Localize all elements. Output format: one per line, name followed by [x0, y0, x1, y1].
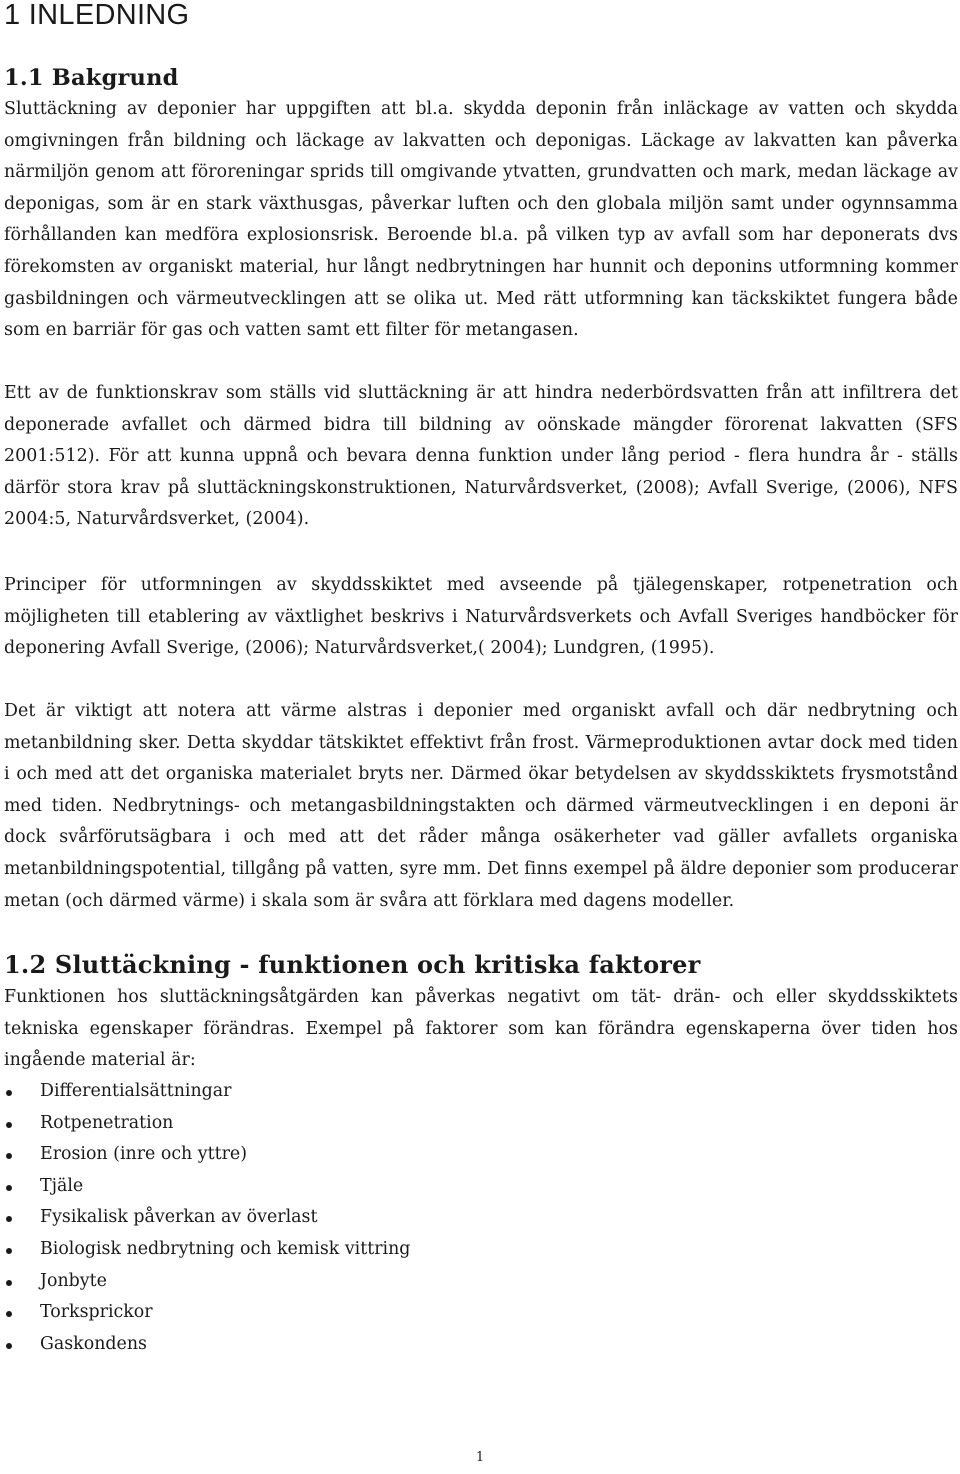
bullet-icon — [6, 1216, 12, 1222]
list-item: Differentialsättningar — [4, 1076, 958, 1108]
bullet-icon — [6, 1343, 12, 1349]
list-item: Fysikalisk påverkan av överlast — [4, 1202, 958, 1234]
bullet-icon — [6, 1090, 12, 1096]
chapter-heading: 1 INLEDNING — [4, 0, 190, 31]
section-sluttackning — [4, 947, 958, 983]
bullet-icon — [6, 1153, 12, 1159]
paragraph-3 — [4, 570, 958, 665]
paragraph-2 — [4, 378, 958, 536]
factor-list — [4, 1076, 958, 1360]
list-item: Erosion (inre och yttre) — [4, 1139, 958, 1171]
bullet-icon — [6, 1122, 12, 1128]
paragraph-text: Det är viktigt att notera att värme alstras i deponier med organiskt avfall och där nedbrytning och metanbildning sker. Detta skyddar tätskiktet effektivt från frost. Värmeproduktionen avtar dock med tiden i och med att det organiska materialet bryts ner. Därmed ökar betydelsen av skyddsskiktets frysmotstånd med tiden. Nedbrytnings- och metangasbildningstakten och därmed värmeutvecklingen i en deponi är dock svårförutsägbara i och med att det råder många osäkerheter vad gäller avfallets organiska metanbildningspotential, tillgång på vatten, syre mm. Det finns exempel på äldre deponier som producerar metan (och därmed värme) i skala som är svåra att förklara med dagens modeller. — [4, 701, 958, 911]
paragraph-4 — [4, 696, 958, 917]
list-item: Jonbyte — [4, 1266, 958, 1298]
list-item: Tjäle — [4, 1171, 958, 1203]
paragraph-intro — [4, 982, 958, 1077]
list-item: Torksprickor — [4, 1297, 958, 1329]
section-bakgrund — [4, 62, 958, 94]
list-item: Rotpenetration — [4, 1108, 958, 1140]
list-item: Gaskondens — [4, 1329, 958, 1361]
paragraph-text: Sluttäckning av deponier har uppgiften att bl.a. skydda deponin från inläckage av vatten och skydda omgivningen från bildning och läckage av lakvatten och deponigas. Läckage av lakvatten kan påverka närmiljön genom att föroreningar sprids till omgivande ytvatten, grundvatten och mark, medan läckage av deponigas, som är en stark växthusgas, påverkar luften och den globala miljön samt under ogynnsamma förhållanden kan medföra explosionsrisk. Beroende bl.a. på vilken typ av avfall som har deponerats dvs förekomsten av organiskt material, hur långt nedbrytningen har hunnit och deponins utformning kommer gasbildningen och värmeutvecklingen att se olika ut. Med rätt utformning kan täckskiktet fungera både som en barriär för gas och vatten samt ett filter för metangasen. — [4, 99, 958, 341]
paragraph-1 — [4, 94, 958, 347]
page-number: 1 — [475, 1450, 485, 1465]
list-item: Biologisk nedbrytning och kemisk vittring — [4, 1234, 958, 1266]
paragraph-text: Funktionen hos sluttäckningsåtgärden kan påverkas negativt om tät- drän- och eller skyddsskiktets tekniska egenskaper förändras. Exempel på faktorer som kan förändra egenskaperna över tiden hos ingående material är: — [4, 987, 958, 1071]
section-heading-sluttackning: 1.2 Sluttäckning - funktionen och kritiska faktorer — [4, 950, 701, 979]
bullet-icon — [6, 1311, 12, 1317]
paragraph-text: Principer för utformningen av skyddsskiktet med avseende på tjälegenskaper, rotpenetration och möjligheten till etablering av växtlighet beskrivs i Naturvårdsverkets och Avfall Sveriges handböcker för deponering Avfall Sverige, (2006); Naturvårdsverket,( 2004); Lundgren, (1995). — [4, 575, 958, 659]
section-heading-bakgrund: 1.1 Bakgrund — [4, 65, 179, 91]
bullet-icon — [6, 1280, 12, 1286]
bullet-icon — [6, 1248, 12, 1254]
paragraph-text: Ett av de funktionskrav som ställs vid sluttäckning är att hindra nederbördsvatten från att infiltrera det deponerade avfallet och därmed bidra till bildning av oönskade mängder förorenat lakvatten (SFS 2001:512). För att kunna uppnå och bevara denna funktion under lång period - flera hundra år - ställs därför stora krav på sluttäckningskonstruktionen, Naturvårdsverket, (2008); Avfall Sverige, (2006), NFS 2004:5, Naturvårdsverket, (2004). — [4, 383, 958, 530]
bullet-icon — [6, 1185, 12, 1191]
